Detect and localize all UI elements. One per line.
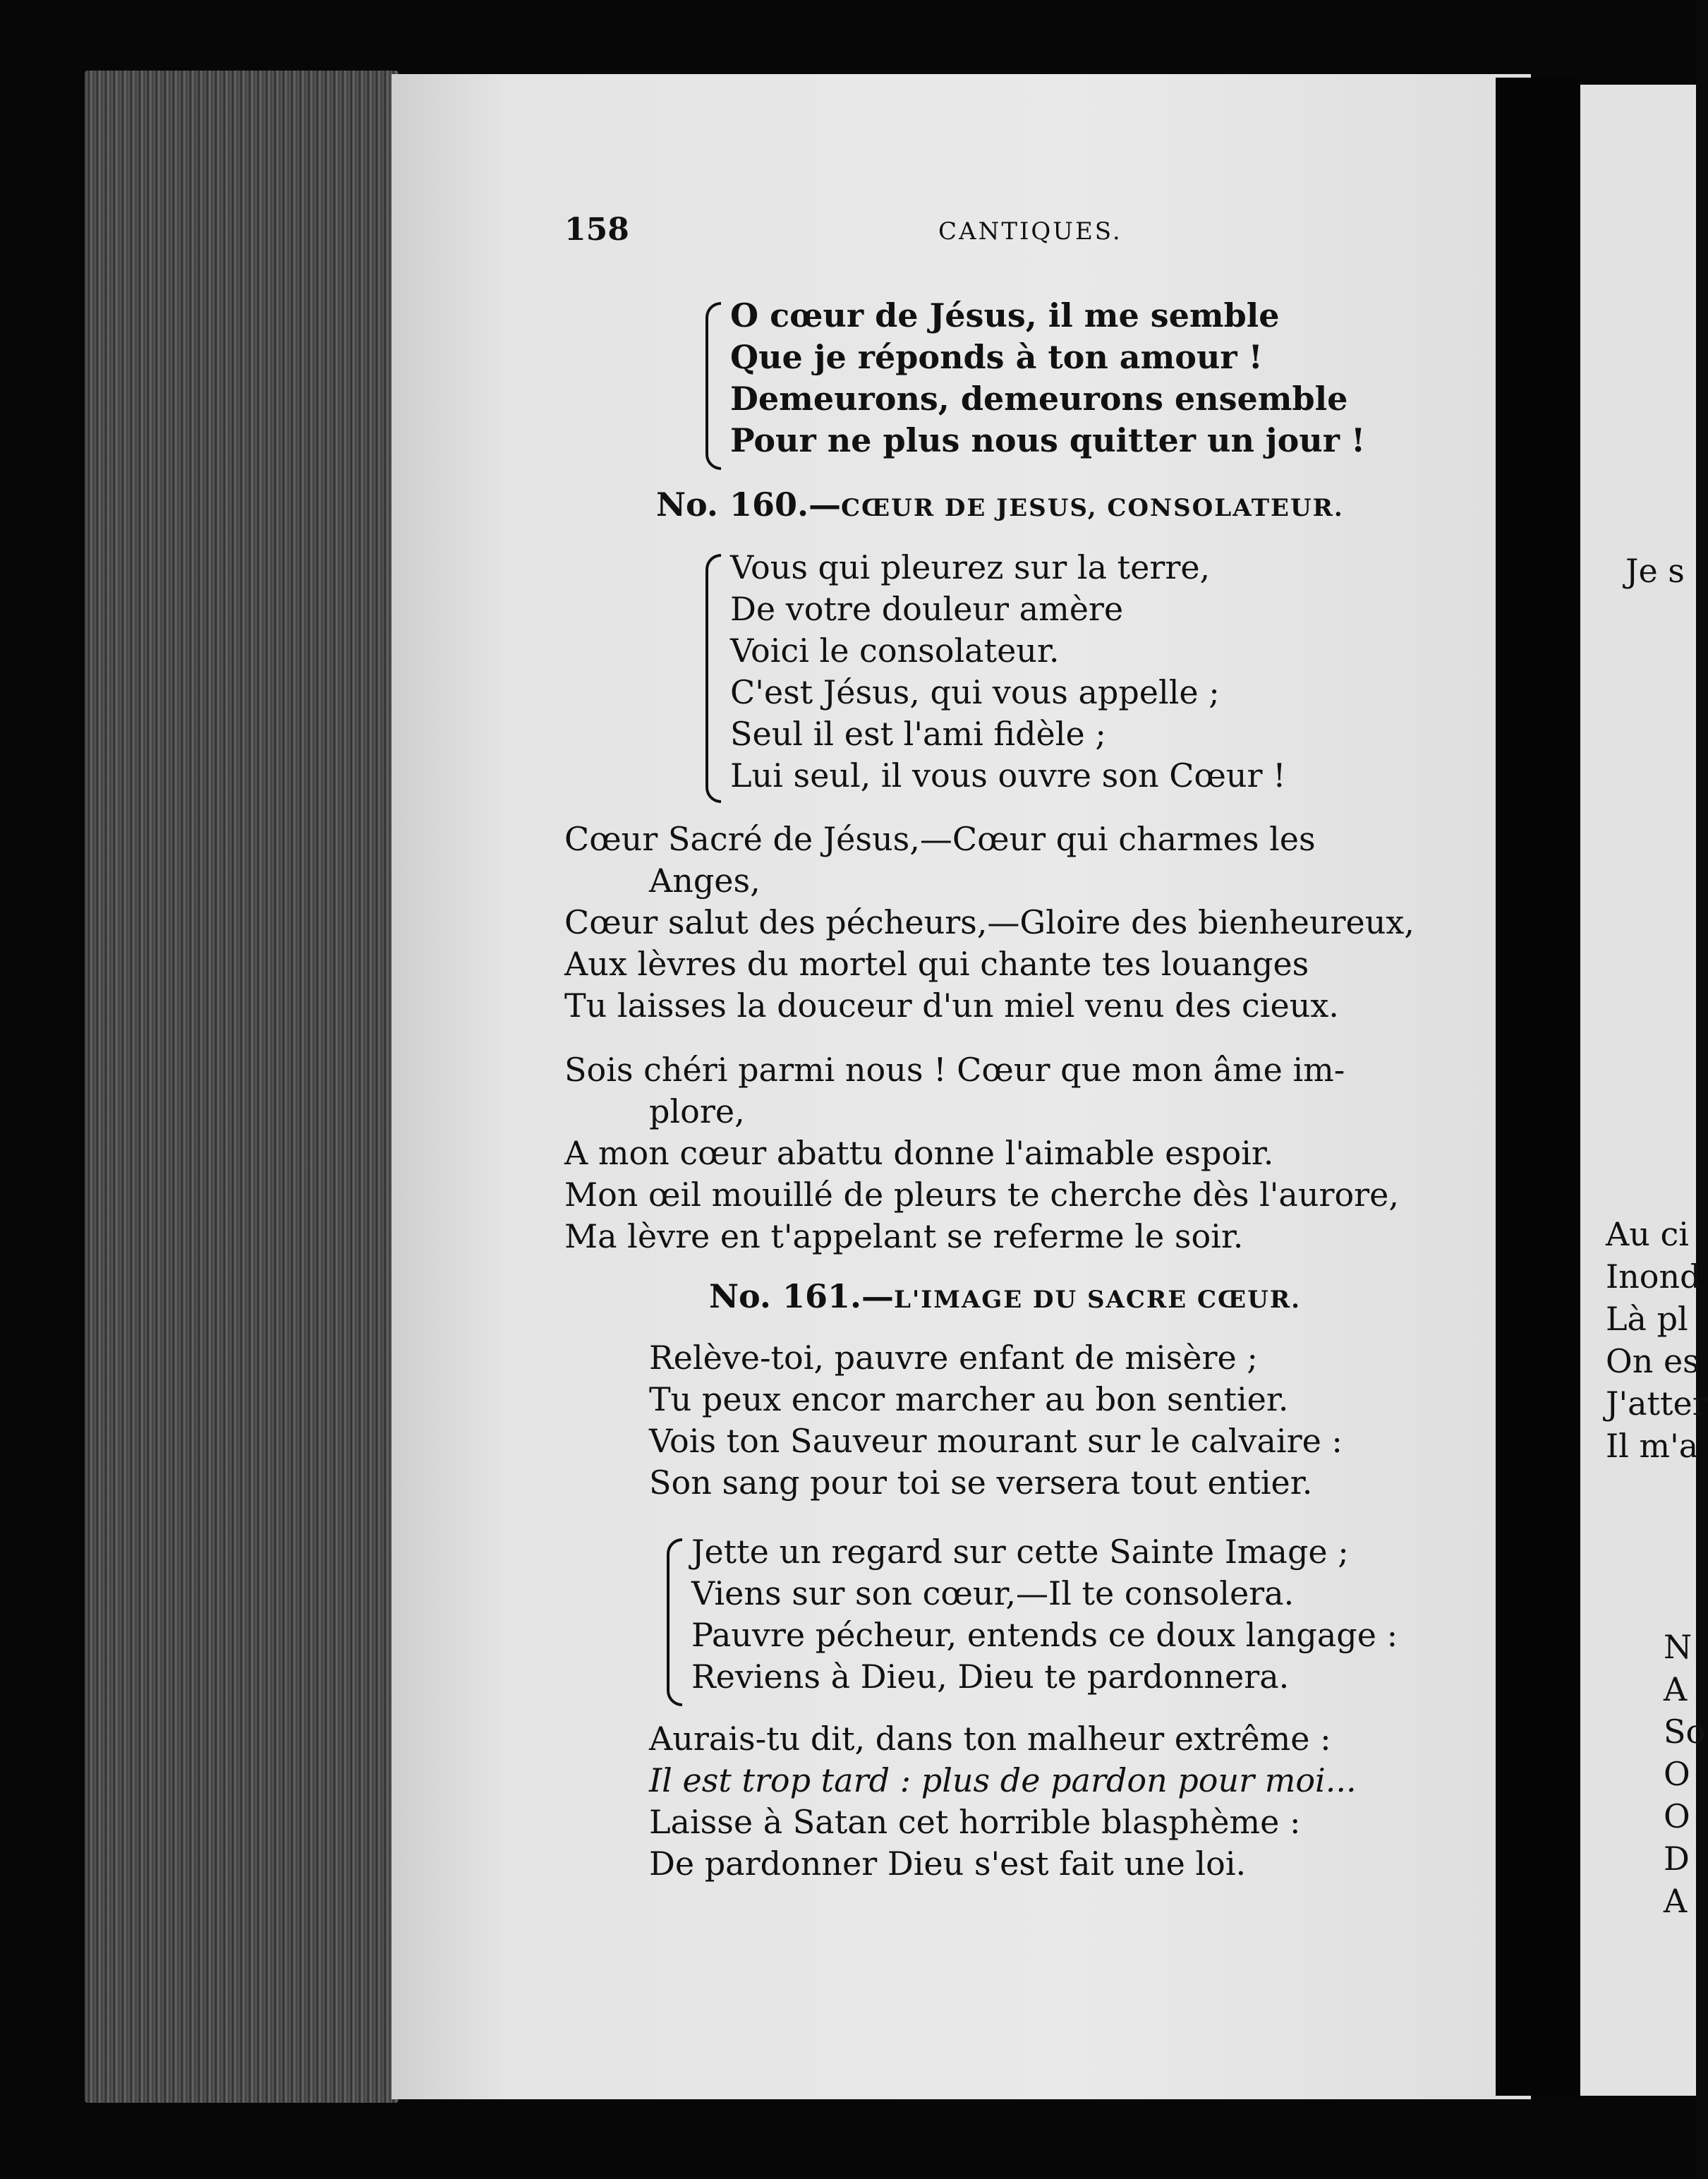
verse-line: Cœur Sacré de Jésus,—Cœur qui charmes les [564,820,1316,858]
hymn-subtitle: L'IMAGE DU SACRE CŒUR. [893,1286,1301,1314]
verse-line: C'est Jésus, qui vous appelle ; [730,673,1220,711]
hymn-subtitle: CŒUR DE JESUS, CONSOLATEUR. [840,494,1344,522]
verse-line: Il est trop tard : plus de pardon pour moi... [649,1761,1357,1799]
verse-line: Viens sur son cœur,—Il te consolera. [691,1574,1295,1612]
fragment: Inond [1606,1257,1701,1296]
hymn-160-verse-1 [564,819,1482,1027]
hymn-160-refrain [730,547,1286,797]
verse-line: Pour ne plus nous quitter un jour ! [730,421,1366,459]
hymn-161-verse-2 [649,1718,1357,1885]
verse-line: Ma lèvre en t'appelant se referme le soir. [564,1217,1244,1255]
fragment: Au ci [1606,1215,1689,1253]
verse-line: Tu laisses la douceur d'un miel venu des cieux. [564,986,1339,1025]
page-number: 158 [564,212,629,248]
fragment: N [1664,1628,1692,1666]
refrain-159 [730,295,1365,461]
verse-line: Laisse à Satan cet horrible blasphème : [649,1803,1301,1841]
verse-line: Voici le consolateur. [730,632,1060,670]
fragment: Il m'a [1606,1427,1699,1465]
verse-line: plore, [649,1092,745,1130]
fragment: So [1664,1713,1706,1751]
verse-line: Relève-toi, pauvre enfant de misère ; [649,1339,1258,1377]
verse-line: Sois chéri parmi nous ! Cœur que mon âme im- [564,1051,1345,1089]
verse-line: Tu peux encor marcher au bon sentier. [649,1380,1289,1418]
page-gutter [1496,78,1580,2096]
refrain-brace [705,302,721,470]
fragment: A [1664,1670,1688,1708]
verse-line: Mon œil mouillé de pleurs te cherche dès l'aurore, [564,1176,1399,1214]
hymn-161-verse-1 [649,1337,1343,1504]
hymn-number: No. 160.— [656,485,841,524]
verse-line: De votre douleur amère [730,590,1124,628]
hymn-160-title [656,485,1344,524]
verse-line: Lui seul, il vous ouvre son Cœur ! [730,756,1286,795]
verse-line: Seul il est l'ami fidèle ; [730,715,1106,753]
verse-line: Que je réponds à ton amour ! [730,338,1263,376]
hymn-161-title [709,1277,1301,1315]
verse-line: Cœur salut des pécheurs,—Gloire des bienheureux, [564,903,1415,941]
hymn-number: No. 161.— [709,1277,894,1315]
fragment: O [1664,1797,1690,1835]
verse-line: A mon cœur abattu donne l'aimable espoir. [564,1134,1274,1172]
running-title: CANTIQUES. [938,217,1122,246]
verse-line: Son sang pour toi se versera tout entier. [649,1463,1313,1502]
verse-line: Reviens à Dieu, Dieu te pardonnera. [691,1658,1290,1696]
running-head [564,212,1496,254]
fragment: On es [1606,1342,1700,1380]
refrain-brace [705,554,721,803]
hymn-160-verse-2 [564,1049,1399,1257]
verse-line: Jette un regard sur cette Sainte Image ; [691,1533,1349,1571]
verse-line: Pauvre pécheur, entends ce doux langage : [691,1616,1398,1654]
verse-line: Vois ton Sauveur mourant sur le calvaire : [649,1422,1343,1460]
verse-line: De pardonner Dieu s'est fait une loi. [649,1845,1247,1883]
verse-line: Vous qui pleurez sur la terre, [730,548,1211,586]
hymn-161-refrain [691,1531,1398,1698]
fragment: J'atter [1606,1384,1708,1423]
fragment: Là pl [1606,1300,1688,1338]
fragment: O [1664,1755,1690,1793]
fragment: D [1664,1840,1690,1878]
fragment: A [1664,1882,1688,1920]
verse-line: Anges, [649,862,761,900]
verse-line: Aurais-tu dit, dans ton malheur extrême : [649,1720,1331,1758]
verse-line: Demeurons, demeurons ensemble [730,380,1348,418]
fragment: Je s [1625,552,1685,590]
verse-line: Aux lèvres du mortel qui chante tes louanges [564,945,1309,983]
refrain-brace [667,1538,682,1706]
verse-line: O cœur de Jésus, il me semble [730,296,1280,334]
book-spine [85,71,399,2103]
